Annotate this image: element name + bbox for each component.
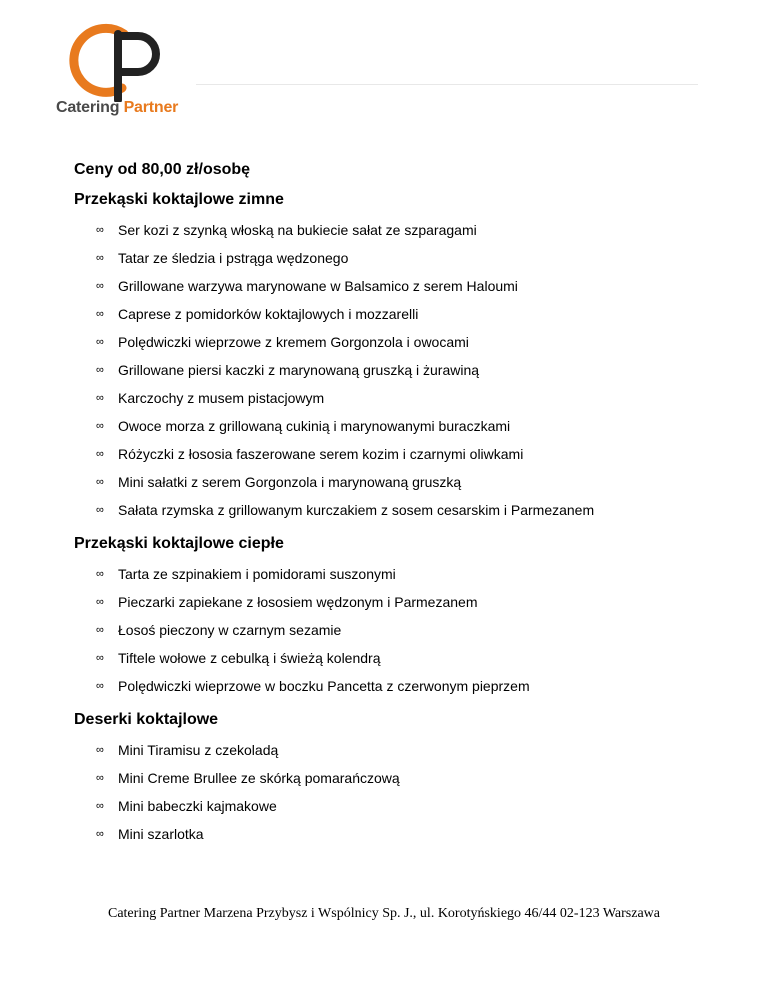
cp-logo-mark <box>56 22 196 102</box>
logo-word-partner: Partner <box>123 99 179 116</box>
company-footer: Catering Partner Marzena Przybysz i Wspólnicy Sp. J., ul. Korotyńskiego 46/44 02-123 Warszawa <box>107 906 661 921</box>
list-item <box>74 384 734 412</box>
list-item <box>74 272 734 300</box>
item-text: Tatar ze śledzia i pstrąga wędzonego <box>118 250 349 266</box>
item-text: Sałata rzymska z grillowanym kurczakiem z sosem cesarskim i Parmezanem <box>118 502 595 518</box>
item-text: Ser kozi z szynką włoską na bukiecie sałat ze szparagami <box>118 222 477 238</box>
bullet-icon: ∞ <box>96 252 104 264</box>
item-text: Łosoś pieczony w czarnym sezamie <box>118 622 342 638</box>
bullet-icon: ∞ <box>96 624 104 636</box>
list-item <box>74 496 734 524</box>
item-text: Polędwiczki wieprzowe w boczku Pancetta z czerwonym pieprzem <box>118 678 530 694</box>
bullet-icon: ∞ <box>96 336 104 348</box>
list-item <box>74 244 734 272</box>
bullet-icon: ∞ <box>96 744 104 756</box>
bullet-icon: ∞ <box>96 652 104 664</box>
list-item <box>74 356 734 384</box>
bullet-icon: ∞ <box>96 224 104 236</box>
item-text: Tarta ze szpinakiem i pomidorami suszonymi <box>118 566 396 582</box>
item-text: Mini Creme Brullee ze skórką pomarańczową <box>118 770 400 786</box>
bullet-icon: ∞ <box>96 568 104 580</box>
list-item <box>74 672 734 700</box>
bullet-icon: ∞ <box>96 476 104 488</box>
list-item <box>74 300 734 328</box>
list-item <box>74 616 734 644</box>
item-text: Grillowane warzywa marynowane w Balsamico z serem Haloumi <box>118 278 518 294</box>
item-text: Caprese z pomidorków koktajlowych i mozzarelli <box>118 306 419 322</box>
item-text: Polędwiczki wieprzowe z kremem Gorgonzola i owocami <box>118 334 469 350</box>
item-text: Tiftele wołowe z cebulką i świeżą kolendrą <box>118 650 381 666</box>
list-item <box>74 736 734 764</box>
list-item <box>74 216 734 244</box>
logo-word-catering: Catering <box>56 99 120 116</box>
cold-appetizers-list <box>74 216 734 524</box>
list-item <box>74 792 734 820</box>
logo-wordmark <box>56 99 178 117</box>
list-item <box>74 440 734 468</box>
list-item <box>74 764 734 792</box>
desserts-list <box>74 736 734 848</box>
bullet-icon: ∞ <box>96 280 104 292</box>
section-title-hot-appetizers: Przekąski koktajlowe ciepłe <box>74 535 284 552</box>
item-text: Mini szarlotka <box>118 826 204 842</box>
item-text: Grillowane piersi kaczki z marynowaną gruszką i żurawiną <box>118 362 480 378</box>
list-item <box>74 468 734 496</box>
bullet-icon: ∞ <box>96 504 104 516</box>
list-item <box>74 820 734 848</box>
item-text: Mini sałatki z serem Gorgonzola i marynowaną gruszką <box>118 474 462 490</box>
bullet-icon: ∞ <box>96 364 104 376</box>
section-title-cold-appetizers: Przekąski koktajlowe zimne <box>74 191 284 208</box>
bullet-icon: ∞ <box>96 680 104 692</box>
bullet-icon: ∞ <box>96 828 104 840</box>
header-divider <box>196 84 698 85</box>
bullet-icon: ∞ <box>96 420 104 432</box>
item-text: Owoce morza z grillowaną cukinią i marynowanymi buraczkami <box>118 418 511 434</box>
bullet-icon: ∞ <box>96 800 104 812</box>
list-item <box>74 412 734 440</box>
bullet-icon: ∞ <box>96 596 104 608</box>
list-item <box>74 588 734 616</box>
price-heading: Ceny od 80,00 zł/osobę <box>74 161 251 178</box>
item-text: Karczochy z musem pistacjowym <box>118 390 325 406</box>
logo-p-bowl <box>118 36 156 72</box>
bullet-icon: ∞ <box>96 308 104 320</box>
item-text: Różyczki z łososia faszerowane serem kozim i czarnymi oliwkami <box>118 446 524 462</box>
hot-appetizers-list <box>74 560 734 700</box>
item-text: Mini Tiramisu z czekoladą <box>118 742 279 758</box>
item-text: Pieczarki zapiekane z łososiem wędzonym i Parmezanem <box>118 594 478 610</box>
list-item <box>74 560 734 588</box>
bullet-icon: ∞ <box>96 392 104 404</box>
list-item <box>74 328 734 356</box>
section-title-desserts: Deserki koktajlowe <box>74 711 219 728</box>
catering-partner-logo <box>56 22 196 122</box>
item-text: Mini babeczki kajmakowe <box>118 798 277 814</box>
menu-content <box>74 160 734 848</box>
bullet-icon: ∞ <box>96 772 104 784</box>
bullet-icon: ∞ <box>96 448 104 460</box>
list-item <box>74 644 734 672</box>
